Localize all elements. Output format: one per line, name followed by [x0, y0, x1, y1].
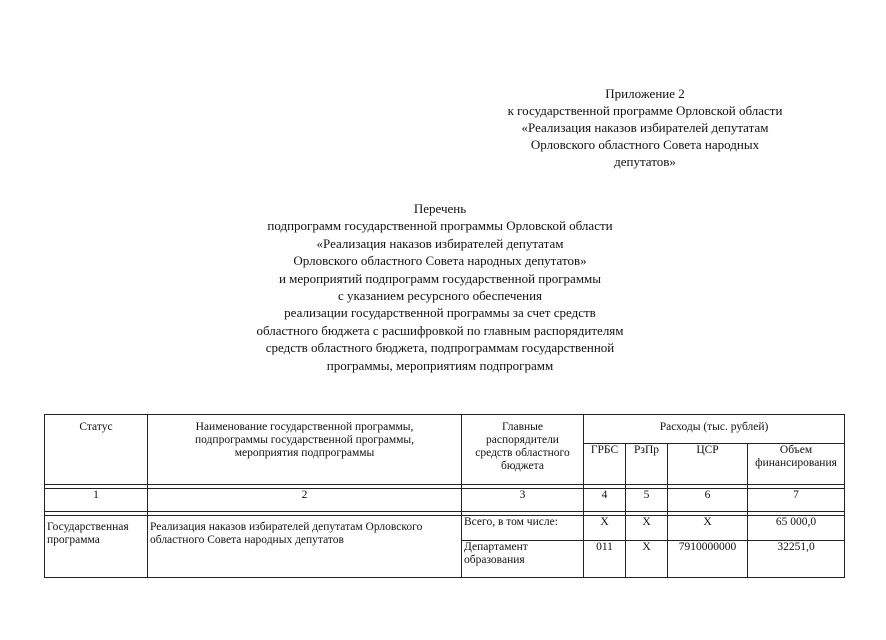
header-name: [148, 415, 462, 485]
status-line: программа: [47, 534, 100, 546]
header-csr: ЦСР: [668, 444, 748, 485]
header-status-text: Статус: [79, 421, 113, 433]
cell-program-name: [148, 516, 462, 578]
column-number: 2: [148, 489, 462, 512]
header-volume: [748, 444, 845, 485]
cell-grbs: X: [584, 516, 626, 541]
title-line: Орловского областного Совета народных депутатов»: [293, 253, 587, 269]
header-org-line: распорядители: [486, 434, 559, 446]
appendix-line: депутатов»: [614, 154, 676, 169]
table-header-row: [45, 415, 845, 444]
status-line: Государственная: [47, 521, 129, 533]
title-line: с указанием ресурсного обеспечения: [337, 288, 543, 304]
org-line: образования: [464, 554, 525, 566]
header-volume-line: Объем: [779, 444, 813, 456]
column-number: 5: [626, 489, 668, 512]
column-number: 4: [584, 489, 626, 512]
org-line: Департамент: [464, 541, 528, 553]
header-org-line: Главные: [501, 421, 544, 433]
title-line: Перечень: [413, 201, 467, 216]
title-line: и мероприятий подпрограмм государственной программы: [278, 270, 602, 286]
header-volume-line: финансирования: [755, 457, 837, 469]
header-org: [462, 415, 584, 485]
program-name-line: Реализация наказов избирателей депутатам Орловского: [150, 521, 423, 533]
column-number: 7: [748, 489, 845, 512]
header-org-line: средств областного: [475, 447, 570, 459]
header-rzpr: РзПр: [626, 444, 668, 485]
cell-csr: 7910000000: [668, 541, 748, 578]
cell-volume: 65 000,0: [748, 516, 845, 541]
cell-status: [45, 516, 148, 578]
column-number: 6: [668, 489, 748, 512]
title-line: программы, мероприятиям подпрограмм: [326, 357, 554, 373]
document-title: [180, 200, 700, 374]
cell-csr: X: [668, 516, 748, 541]
column-number: 1: [45, 489, 148, 512]
column-number: 3: [462, 489, 584, 512]
header-status: [45, 415, 148, 485]
cell-org-total: Всего, в том числе:: [462, 516, 584, 541]
funding-table: [44, 414, 845, 578]
title-line: «Реализация наказов избирателей депутатам: [316, 235, 564, 251]
cell-volume: 32251,0: [748, 541, 845, 578]
title-line: подпрограмм государственной программы Орловской области: [267, 218, 613, 234]
table-row: [45, 516, 845, 541]
column-number-row: [45, 489, 845, 512]
header-expenses: Расходы (тыс. рублей): [584, 415, 845, 444]
header-grbs: ГРБС: [584, 444, 626, 485]
appendix-line: Приложение 2: [605, 86, 685, 101]
title-line: средств областного бюджета, подпрограммам государственной: [265, 340, 615, 356]
appendix-header: [470, 85, 820, 170]
cell-org: [462, 541, 584, 578]
header-name-line: Наименование государственной программы,: [195, 421, 414, 433]
header-org-line: бюджета: [501, 460, 544, 472]
header-name-line: подпрограммы государственной программы,: [194, 434, 415, 446]
cell-grbs: 011: [584, 541, 626, 578]
cell-rzpr: X: [626, 541, 668, 578]
title-line: реализации государственной программы за счет средств: [284, 305, 596, 321]
program-name-line: областного Совета народных депутатов: [150, 534, 344, 546]
header-name-line: мероприятия подпрограммы: [234, 447, 375, 459]
cell-rzpr: X: [626, 516, 668, 541]
title-line: областного бюджета с расшифровкой по главным распорядителям: [256, 322, 624, 338]
appendix-line: Орловского областного Совета народных: [530, 137, 760, 152]
appendix-line: «Реализация наказов избирателей депутатам: [521, 120, 769, 135]
appendix-line: к государственной программе Орловской области: [507, 103, 783, 118]
